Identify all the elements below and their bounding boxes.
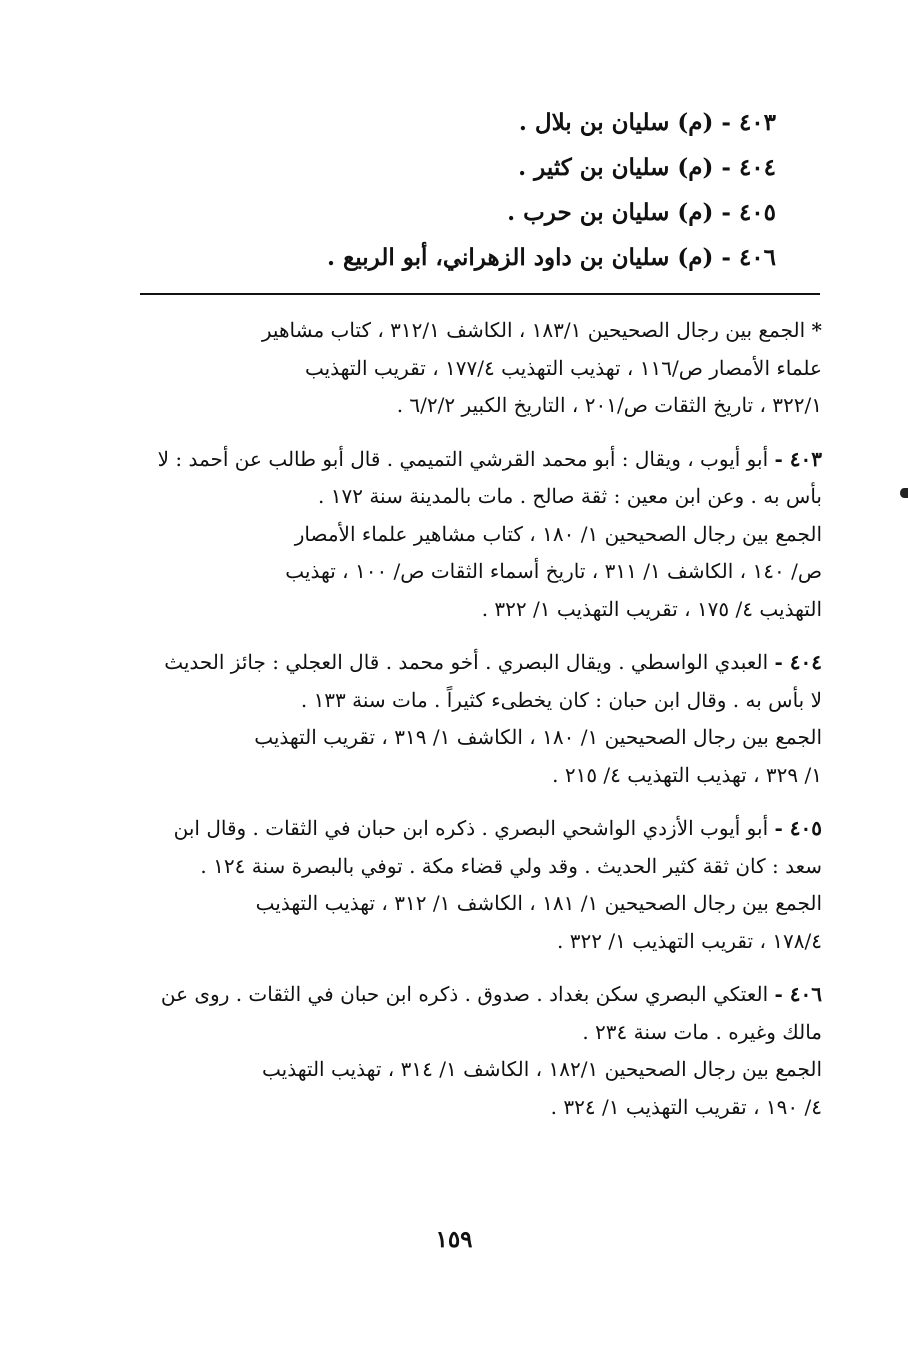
footnote-marker: ٤٠٦ - [774, 982, 822, 1006]
footnote-line: ١/ ٣٢٩ ، تهذيب التهذيب ٤/ ٢١٥ . [552, 762, 822, 787]
footnote-line: الجمع بين رجال الصحيحين ١/ ١٨٠ ، الكاشف ١/ ٣١٩ ، تقريب التهذيب [254, 725, 822, 749]
footnote-line: ١٧٨/٤ ، تقريب التهذيب ١/ ٣٢٢ . [557, 928, 822, 953]
footnote-line: ٣٢٢/١ ، تاريخ الثقات ص/٢٠١ ، التاريخ الكبير ٦/٢/٢ . [396, 393, 822, 417]
footnote-line: علماء الأمصار ص/١١٦ ، تهذيب التهذيب ١٧٧/٤ ، تقريب التهذيب [304, 355, 822, 380]
header-entry: ٤٠٣ - (م) سليان بن بلال . [518, 109, 776, 136]
header-entry: ٤٠٥ - (م) سليان بن حرب . [507, 199, 776, 226]
footnote-marker: ٤٠٣ - [774, 446, 822, 471]
footnote-marker: * [811, 318, 822, 342]
page-number: ١٥٩ [435, 1226, 473, 1253]
footnote-general [132, 312, 822, 425]
footnote-line: لا بأس به . وقال ابن حبان : كان يخطىء كثيراً . مات سنة ١٣٣ . [300, 687, 822, 712]
footnote-line: ص/ ١٤٠ ، الكاشف ١/ ٣١١ ، تاريخ أسماء الثقات ص/ ١٠٠ ، تهذيب [285, 559, 822, 583]
footnote-line: التهذيب ٤/ ١٧٥ ، تقريب التهذيب ١/ ٣٢٢ . [481, 596, 822, 621]
footnote-line: ٤٠٣ - أبو أيوب ، ويقال : أبو محمد القرشي التميمي . قال أبو طالب عن أحمد : لا [157, 446, 822, 471]
header-entry: ٤٠٦ - (م) سليان بن داود الزهراني، أبو الربيع . [327, 244, 776, 271]
footnote-line: ٤/ ١٩٠ ، تقريب التهذيب ١/ ٣٢٤ . [550, 1094, 822, 1119]
footnote-line: الجمع بين رجال الصحيحين ١/ ١٨١ ، الكاشف ١/ ٣١٢ ، تهذيب التهذيب [255, 891, 822, 915]
footnote-line: ٤٠٤ - العبدي الواسطي . ويقال البصري . أخو محمد . قال العجلي : جائز الحديث [164, 650, 822, 674]
footnote-marker: ٤٠٥ - [774, 816, 822, 840]
header-entry-list [136, 100, 776, 280]
footnote-line: مالك وغيره . مات سنة ٢٣٤ . [582, 1019, 822, 1044]
header-entry: ٤٠٤ - (م) سليان بن كثير . [518, 154, 776, 181]
footnote-separator [140, 293, 820, 295]
footnote-line: بأس به . وعن ابن معين : ثقة صالح . مات بالمدينة سنة ١٧٢ . [318, 484, 822, 508]
footnote-marker: ٤٠٤ - [774, 650, 822, 674]
footnote-403 [132, 441, 822, 629]
margin-ink-mark [900, 488, 908, 498]
footnote-line: سعد : كان ثقة كثير الحديث . وقد ولي قضاء مكة . توفي بالبصرة سنة ١٢٤ . [200, 853, 822, 878]
footnote-line: الجمع بين رجال الصحيحين ١/ ١٨٠ ، كتاب مشاهير علماء الأمصار [294, 521, 822, 546]
footnote-406 [132, 976, 822, 1126]
footnote-405 [132, 810, 822, 960]
footnotes [132, 312, 822, 1142]
footnote-line: ٤٠٦ - العتكي البصري سكن بغداد . صدوق . ذكره ابن حبان في الثقات . روى عن [160, 982, 822, 1006]
footnote-line: * الجمع بين رجال الصحيحين ١٨٣/١ ، الكاشف ٣١٢/١ ، كتاب مشاهير [261, 318, 822, 342]
footnote-line: ٤٠٥ - أبو أيوب الأزدي الواشحي البصري . ذكره ابن حبان في الثقات . وقال ابن [173, 816, 822, 840]
footnote-404 [132, 644, 822, 794]
footnote-line: الجمع بين رجال الصحيحين ١٨٢/١ ، الكاشف ١/ ٣١٤ ، تهذيب التهذيب [262, 1057, 822, 1081]
